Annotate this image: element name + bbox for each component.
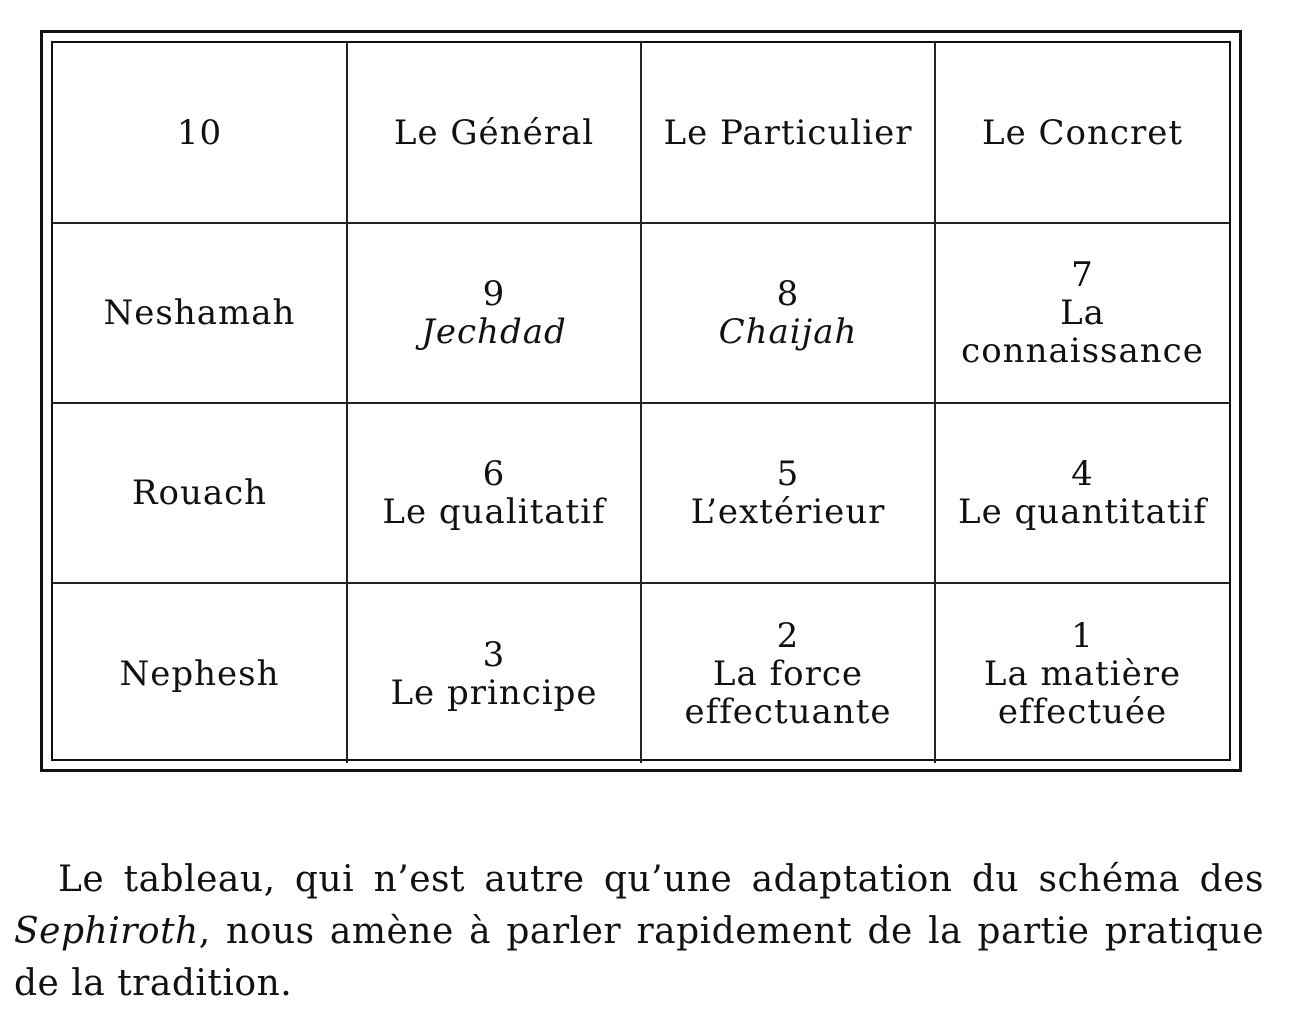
sephiroth-table — [53, 43, 1229, 763]
table-cell — [935, 223, 1229, 403]
row-label: Rouach — [53, 403, 347, 583]
sephiroth-table-inner-border — [51, 41, 1231, 761]
table-cell — [641, 583, 935, 763]
cell-number: 8 — [776, 274, 800, 314]
cell-number: 2 — [776, 615, 800, 656]
cell-number: 6 — [482, 454, 506, 494]
cell-number: 4 — [1071, 454, 1094, 494]
table-row-nephesh — [53, 583, 1229, 763]
header-cell-concrete: Le Concret — [935, 43, 1229, 223]
cell-text: La matière effectuée — [983, 653, 1182, 732]
table-row-neshamah — [53, 223, 1229, 403]
cell-number: 9 — [482, 274, 506, 314]
cell-text: Jechdad — [421, 312, 567, 352]
cell-text: Le principe — [390, 672, 598, 713]
caption-italic-term: Sephiroth — [14, 911, 199, 952]
header-cell-number: 10 — [53, 43, 347, 223]
cell-text: La connaissance — [961, 293, 1204, 371]
table-header-row — [53, 43, 1229, 223]
cell-text: L’extérieur — [690, 492, 886, 532]
row-label: Neshamah — [53, 223, 347, 403]
table-cell — [935, 583, 1229, 763]
cell-text: Le qualitatif — [382, 492, 606, 532]
cell-number: 3 — [482, 634, 506, 675]
caption-paragraph — [14, 854, 1264, 1010]
cell-text: Chaijah — [718, 312, 858, 352]
cell-number: 7 — [1071, 255, 1094, 295]
caption-text-end: , nous amène à parler rapidement de la partie pratique de la tradition. — [14, 911, 1264, 1004]
cell-number: 1 — [1071, 615, 1094, 656]
cell-text: Le quantitatif — [958, 492, 1207, 532]
table-cell — [935, 403, 1229, 583]
table-cell — [347, 403, 641, 583]
header-cell-particular: Le Particulier — [641, 43, 935, 223]
cell-number: 5 — [776, 454, 800, 494]
header-cell-general: Le Général — [347, 43, 641, 223]
cell-text: La force effectuante — [684, 653, 892, 732]
table-cell — [641, 403, 935, 583]
table-cell — [641, 223, 935, 403]
table-cell — [347, 583, 641, 763]
table-cell — [347, 223, 641, 403]
table-row-rouach — [53, 403, 1229, 583]
row-label: Nephesh — [53, 583, 347, 763]
caption-text-start: Le tableau, qui n’est autre qu’une adaptation du schéma des — [58, 859, 1264, 900]
sephiroth-table-frame — [40, 30, 1242, 772]
